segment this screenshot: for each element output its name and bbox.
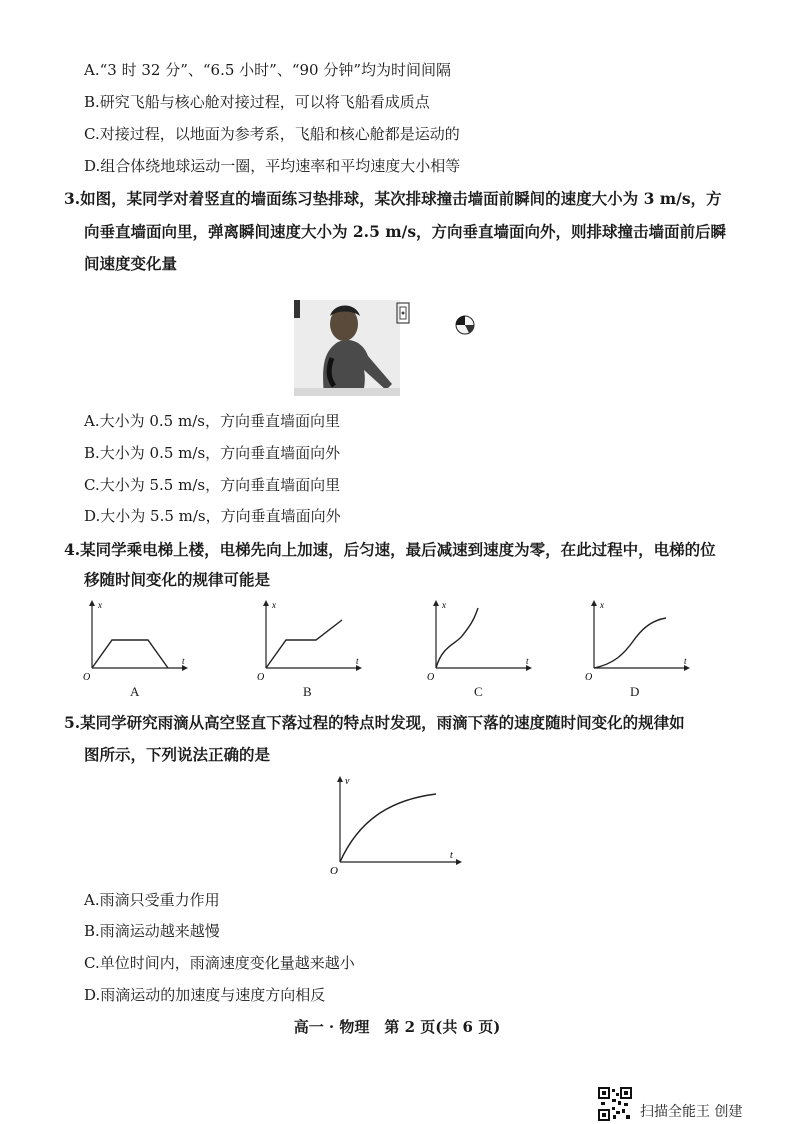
q5-velocity-graph [328, 770, 468, 878]
origin-label: O [330, 865, 338, 877]
volleyball-photo [294, 300, 400, 396]
y-axis-label: x [98, 600, 102, 610]
x-axis-label: t [526, 656, 529, 666]
scanner-label: 扫描全能王 创建 [640, 1104, 743, 1120]
q4-caption-a: A [130, 684, 140, 699]
q2-option-c: C.对接过程，以地面为参考系，飞船和核心舱都是运动的 [84, 125, 460, 143]
y-axis-label: x [442, 600, 446, 610]
x-axis-label: t [182, 656, 185, 666]
q4-graph-d [584, 596, 694, 684]
q4-caption-b: B [303, 684, 312, 699]
q5-option-d: D.雨滴运动的加速度与速度方向相反 [84, 986, 326, 1004]
volleyball-icon [454, 314, 476, 336]
origin-label: O [83, 672, 91, 683]
q4-graph-b [256, 596, 366, 684]
page-footer: 高一 · 物理 第 2 页(共 6 页) [293, 1018, 501, 1036]
qr-code-icon [598, 1087, 632, 1121]
q3-stem-line-1: 3.如图，某同学对着竖直的墙面练习垫排球，某次排球撞击墙面前瞬间的速度大小为 3 m/s，方 [64, 189, 722, 208]
x-axis-label: t [356, 656, 359, 666]
graph-d-curve [594, 618, 666, 668]
q5-stem-line-2: 图所示，下列说法正确的是 [84, 745, 271, 764]
q3-option-a: A.大小为 0.5 m/s，方向垂直墙面向里 [84, 412, 340, 430]
graph-a-curve [92, 640, 168, 668]
q3-stem-line-3: 间速度变化量 [84, 254, 178, 273]
q4-caption-c: C [474, 684, 483, 699]
origin-label: O [257, 672, 265, 683]
q2-option-a: A.“3 时 32 分”、“6.5 小时”、“90 分钟”均为时间间隔 [84, 61, 452, 79]
q4-caption-d: D [630, 684, 640, 699]
graph-b-curve [266, 620, 342, 668]
origin-label: O [585, 672, 593, 683]
q3-option-b: B.大小为 0.5 m/s，方向垂直墙面向外 [84, 444, 341, 462]
velocity-curve [340, 794, 436, 862]
q2-option-d: D.组合体绕地球运动一圈，平均速率和平均速度大小相等 [84, 157, 461, 175]
graph-c-curve [436, 608, 478, 668]
q4-stem-line-1: 4.某同学乘电梯上楼，电梯先向上加速，后匀速，最后减速到速度为零，在此过程中，电梯的位 [64, 540, 716, 559]
x-axis-label: t [450, 850, 453, 861]
scanner-watermark [598, 1100, 742, 1122]
q4-graph-c [426, 596, 536, 684]
q5-option-c: C.单位时间内，雨滴速度变化量越来越小 [84, 954, 355, 972]
origin-label: O [427, 672, 435, 683]
q3-option-d: D.大小为 5.5 m/s，方向垂直墙面向外 [84, 507, 341, 525]
q5-option-a: A.雨滴只受重力作用 [84, 891, 220, 909]
wall-target-icon [396, 302, 410, 324]
q2-option-b: B.研究飞船与核心舱对接过程，可以将飞船看成质点 [84, 93, 430, 111]
q5-option-b: B.雨滴运动越来越慢 [84, 922, 220, 940]
q4-graph-a [82, 596, 192, 684]
q4-stem-line-2: 移随时间变化的规律可能是 [84, 570, 271, 589]
y-axis-label: x [600, 600, 604, 610]
y-axis-label: x [272, 600, 276, 610]
x-axis-label: t [684, 656, 687, 666]
y-axis-label: v [345, 776, 350, 787]
q3-option-c: C.大小为 5.5 m/s，方向垂直墙面向里 [84, 476, 341, 494]
q5-stem-line-1: 5.某同学研究雨滴从高空竖直下落过程的特点时发现，雨滴下落的速度随时间变化的规律如 [64, 713, 685, 732]
q3-stem-line-2: 向垂直墙面向里，弹离瞬间速度大小为 2.5 m/s，方向垂直墙面向外，则排球撞击墙面前后瞬 [84, 222, 727, 241]
